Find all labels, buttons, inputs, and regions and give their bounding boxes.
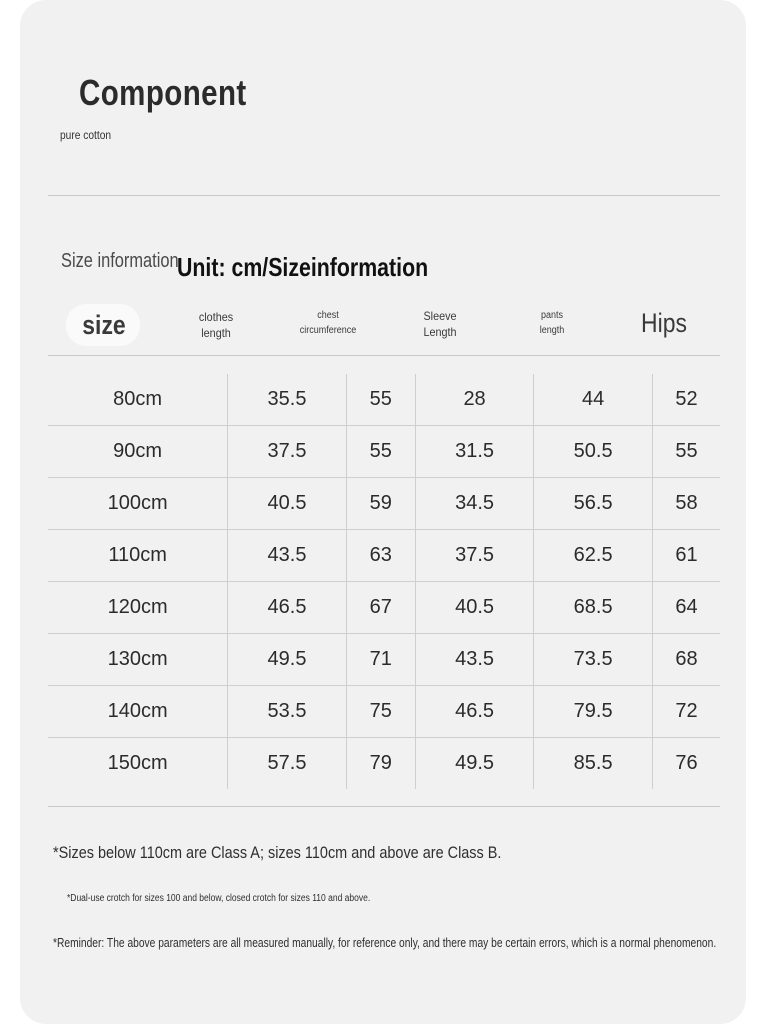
cell-size: 140cm [48, 686, 228, 738]
header-hips: Hips [641, 308, 687, 338]
size-info-label: Size information [61, 250, 179, 272]
crotch-note: *Dual-use crotch for sizes 100 and below, closed crotch for sizes 110 and above. [67, 893, 371, 904]
cell-hips: 55 [652, 426, 720, 478]
section-divider [48, 195, 720, 196]
cell-pants-length: 62.5 [534, 530, 653, 582]
cell-sleeve-length: 40.5 [415, 582, 534, 634]
cell-clothes-length: 35.5 [228, 374, 347, 426]
header-pants-line2: length [539, 325, 565, 336]
cell-hips: 52 [652, 374, 720, 426]
component-title: Component [79, 72, 247, 113]
cell-clothes-length: 40.5 [228, 478, 347, 530]
header-chest-line2: circumference [299, 325, 357, 336]
cell-chest: 55 [346, 374, 415, 426]
cell-clothes-length: 46.5 [228, 582, 347, 634]
table-row [48, 582, 720, 634]
cell-hips: 58 [652, 478, 720, 530]
cell-clothes-length: 37.5 [228, 426, 347, 478]
header-clothes-length-line1: clothes [198, 310, 234, 324]
cell-pants-length: 79.5 [534, 686, 653, 738]
class-note: *Sizes below 110cm are Class A; sizes 110cm and above are Class B. [53, 843, 502, 862]
cell-pants-length: 44 [534, 374, 653, 426]
cell-clothes-length: 53.5 [228, 686, 347, 738]
cell-chest: 71 [346, 634, 415, 686]
cell-clothes-length: 57.5 [228, 738, 347, 790]
cell-size: 90cm [48, 426, 228, 478]
cell-hips: 72 [652, 686, 720, 738]
size-table-body [48, 374, 720, 789]
cell-pants-length: 68.5 [534, 582, 653, 634]
cell-clothes-length: 43.5 [228, 530, 347, 582]
cell-sleeve-length: 31.5 [415, 426, 534, 478]
table-row [48, 634, 720, 686]
cell-hips: 76 [652, 738, 720, 790]
cell-hips: 64 [652, 582, 720, 634]
cell-pants-length: 85.5 [534, 738, 653, 790]
cell-size: 110cm [48, 530, 228, 582]
cell-size: 120cm [48, 582, 228, 634]
cell-chest: 79 [346, 738, 415, 790]
table-row [48, 686, 720, 738]
table-row [48, 478, 720, 530]
header-clothes-length [166, 309, 267, 341]
cell-chest: 63 [346, 530, 415, 582]
cell-size: 100cm [48, 478, 228, 530]
cell-pants-length: 73.5 [534, 634, 653, 686]
header-sleeve-line1: Sleeve [423, 309, 457, 323]
cell-sleeve-length: 43.5 [415, 634, 534, 686]
cell-sleeve-length: 49.5 [415, 738, 534, 790]
header-pants-line1: pants [540, 310, 564, 321]
cell-size: 130cm [48, 634, 228, 686]
material-text: pure cotton [60, 128, 112, 142]
table-row [48, 374, 720, 426]
header-sleeve-length [390, 308, 491, 340]
cell-clothes-length: 49.5 [228, 634, 347, 686]
unit-heading: Unit: cm/Sizeinformation [177, 252, 429, 282]
cell-size: 80cm [113, 388, 163, 410]
header-size: size [82, 310, 126, 340]
header-pants-length [502, 308, 603, 338]
cell-size: 150cm [48, 738, 228, 790]
table-bottom-divider [48, 806, 720, 807]
header-chest-line1: chest [317, 310, 339, 321]
header-clothes-length-line2: length [201, 326, 231, 340]
cell-hips: 61 [652, 530, 720, 582]
cell-sleeve-length: 28 [415, 374, 534, 426]
cell-sleeve-length: 34.5 [415, 478, 534, 530]
cell-chest: 59 [346, 478, 415, 530]
header-divider [48, 355, 720, 356]
header-sleeve-line2: Length [423, 325, 457, 339]
table-row [48, 738, 720, 790]
cell-pants-length: 56.5 [534, 478, 653, 530]
cell-sleeve-length: 37.5 [415, 530, 534, 582]
cell-chest: 75 [346, 686, 415, 738]
header-chest-circumference [278, 308, 379, 338]
cell-chest: 55 [346, 426, 415, 478]
cell-pants-length: 50.5 [534, 426, 653, 478]
table-row [48, 530, 720, 582]
cell-hips: 68 [652, 634, 720, 686]
table-row [48, 426, 720, 478]
size-table [48, 374, 720, 789]
cell-sleeve-length: 46.5 [415, 686, 534, 738]
cell-chest: 67 [346, 582, 415, 634]
reminder-note: *Reminder: The above parameters are all measured manually, for reference only, and there may be certain errors, which is a normal phenomenon. [53, 936, 717, 950]
